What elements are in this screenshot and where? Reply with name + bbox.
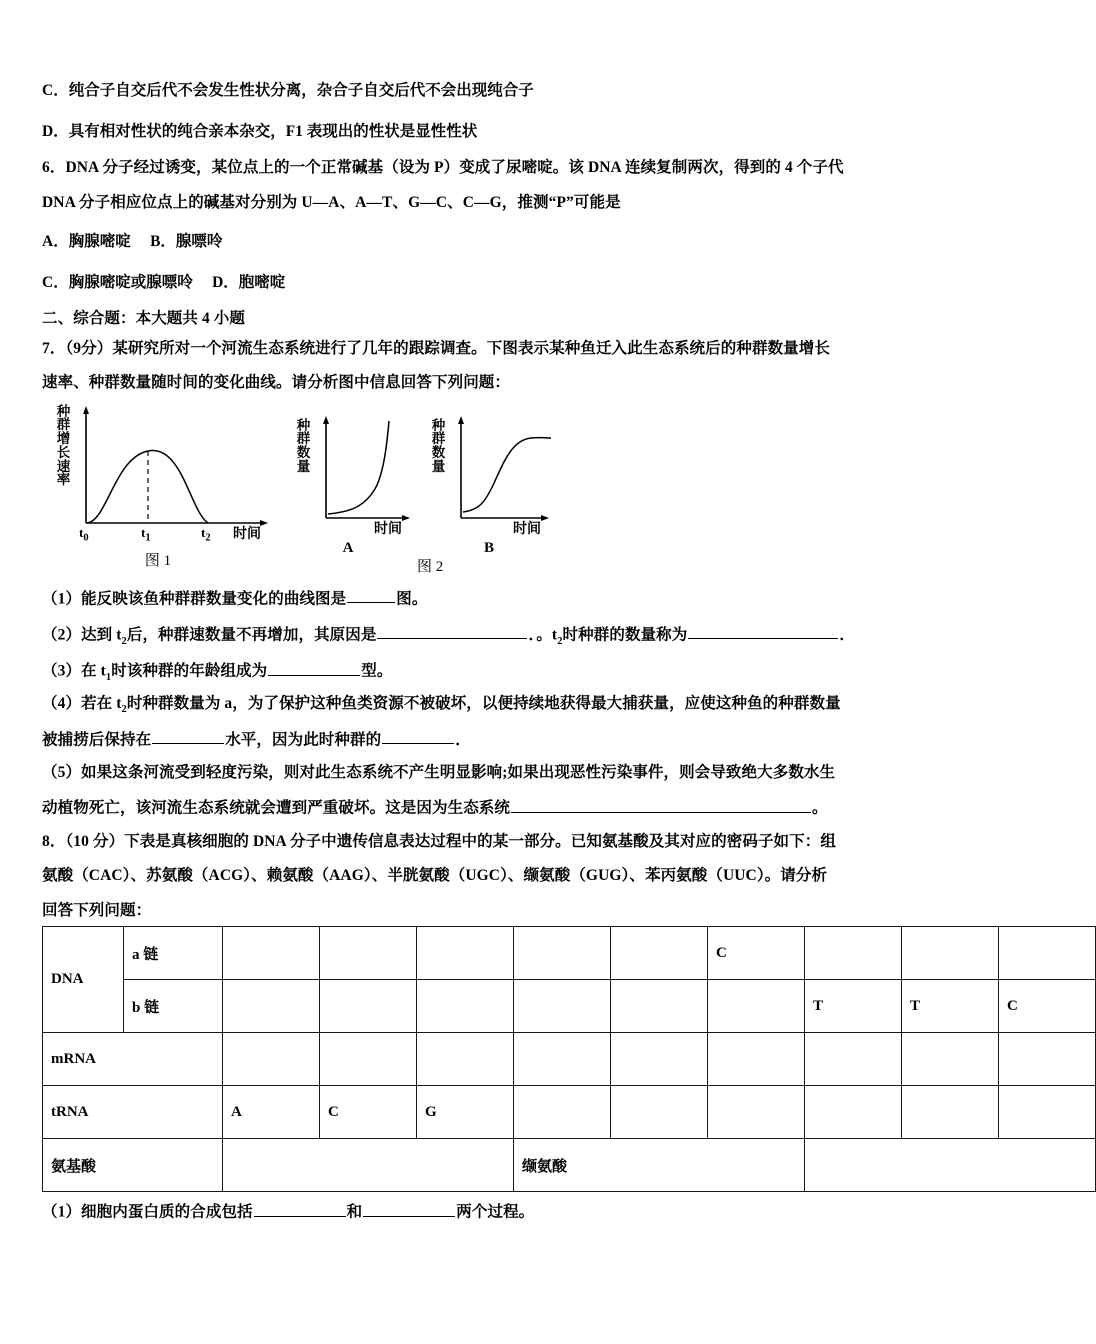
- q7-sub3-subscript: 1: [105, 671, 112, 683]
- question-7-sub-5-line-1: （5）如果这条河流受到轻度污染，则对此生态系统不产生明显影响;如果出现恶性污染事件，则会导致绝大多数水生: [42, 763, 836, 781]
- figure-2-panel-a-plot: [292, 415, 432, 535]
- cell-trna-2[interactable]: C: [320, 1086, 417, 1139]
- q7-sub2-subscript-2: 2: [557, 635, 563, 647]
- q7-sub2-blank-1[interactable]: [377, 624, 527, 640]
- cell-trna-5[interactable]: [611, 1086, 708, 1139]
- cell-a-chain-6[interactable]: C: [708, 927, 805, 980]
- question-6-options-ab: A．胸腺嘧啶 B．腺嘌呤: [42, 233, 223, 250]
- q8-sub1-blank-1[interactable]: [254, 1201, 346, 1217]
- figure-2-panel-b-y-axis-label: 种群数量: [431, 417, 446, 474]
- q7-sub3-text-b: 时该种群的年龄组成为: [111, 662, 268, 680]
- choice-c-previous: C．纯合子自交后代不会发生性状分离，杂合子自交后代不会出现纯合子: [42, 82, 534, 99]
- q8-sub1-text-a: （1）细胞内蛋白质的合成包括: [42, 1203, 253, 1221]
- cell-a-chain-3[interactable]: [417, 927, 514, 980]
- cell-a-chain-9[interactable]: [999, 927, 1096, 980]
- q7-sub1-blank-1[interactable]: [347, 588, 395, 604]
- figure-1-tick-t1: $t_1$: [141, 524, 151, 544]
- question-8-line-2: 氨酸（CAC）、苏氨酸（ACG）、赖氨酸（AAG）、半胱氨酸（UGC）、缬氨酸（GUG）、苯丙氨酸（UUC）。请分析: [42, 867, 828, 885]
- cell-mrna-3[interactable]: [417, 1033, 514, 1086]
- cell-a-chain-4[interactable]: [514, 927, 611, 980]
- question-7-sub-5-line-2: [42, 797, 914, 816]
- table-row-dna-b-chain: [43, 980, 1096, 1033]
- figure-2-panel-a-x-axis-label: 时间: [374, 521, 402, 537]
- q7-sub4-blank-1[interactable]: [152, 729, 224, 745]
- cell-b-chain-7[interactable]: T: [805, 980, 902, 1033]
- q7-sub4-text-a: （4）若在 t: [42, 695, 122, 713]
- cell-mrna-2[interactable]: [320, 1033, 417, 1086]
- q7-sub4-text-c: 被捕捞后保持在: [42, 731, 152, 749]
- figure-1-tick-t2: $t_2$: [201, 524, 211, 544]
- table-row-mrna: [43, 1033, 1096, 1086]
- cell-trna-1[interactable]: A: [223, 1086, 320, 1139]
- cell-b-chain-label: b 链: [124, 980, 223, 1033]
- q7-sub4-text-d: 水平，因为此时种群的: [225, 731, 382, 749]
- figure-2-panel-b-plot: [427, 415, 577, 535]
- figure-2-panel-a-y-axis-label: 种群数量: [296, 417, 311, 474]
- section-2-header: 二、综合题：本大题共 4 小题: [42, 310, 246, 327]
- table-row-dna-a-chain: [43, 927, 1096, 980]
- question-7-sub-4-line-1: [42, 695, 914, 716]
- q8-sub1-text-b: 和: [346, 1203, 363, 1221]
- cell-trna-4[interactable]: [514, 1086, 611, 1139]
- cell-mrna-5[interactable]: [611, 1033, 708, 1086]
- choice-d-previous: D．具有相对性状的纯合亲本杂交，F1 表现出的性状是显性性状: [42, 123, 478, 140]
- figure-2-panel-a: [292, 415, 432, 557]
- cell-a-chain-5[interactable]: [611, 927, 708, 980]
- question-8-line-1: 8．（10 分）下表是真核细胞的 DNA 分子中遗传信息表达过程中的某一部分。已知氨基酸及其对应的密码子如下：组: [42, 832, 836, 850]
- q8-sub1-text-c: 两个过程。: [456, 1203, 535, 1221]
- cell-trna-8[interactable]: [902, 1086, 999, 1139]
- cell-amino-acid-1[interactable]: [223, 1139, 514, 1192]
- q7-sub2-text-c: ．。t: [528, 626, 558, 644]
- figures-container: [42, 403, 914, 578]
- figure-2-panel-b-x-axis-label: 时间: [513, 521, 541, 537]
- cell-amino-acid-2[interactable]: 缬氨酸: [514, 1139, 805, 1192]
- q7-sub4-blank-2[interactable]: [382, 729, 454, 745]
- cell-trna-3[interactable]: G: [417, 1086, 514, 1139]
- cell-b-chain-9[interactable]: C: [999, 980, 1096, 1033]
- cell-mrna-8[interactable]: [902, 1033, 999, 1086]
- figure-2-panel-b-label: B: [483, 539, 494, 556]
- question-6-line-2: DNA 分子相应位点上的碱基对分别为 U—A、A—T、G—C、C—G，推测“P”可能是: [42, 193, 621, 211]
- cell-b-chain-6[interactable]: [708, 980, 805, 1033]
- q7-sub5-text-b: 动植物死亡，该河流生态系统就会遭到严重破坏。这是因为生态系统: [42, 800, 511, 818]
- cell-mrna-1[interactable]: [223, 1033, 320, 1086]
- cell-mrna-6[interactable]: [708, 1033, 805, 1086]
- cell-a-chain-2[interactable]: [320, 927, 417, 980]
- q8-sub1-blank-2[interactable]: [363, 1201, 455, 1217]
- cell-a-chain-1[interactable]: [223, 927, 320, 980]
- cell-trna-9[interactable]: [999, 1086, 1096, 1139]
- figure-1-x-axis-label: 时间: [233, 526, 261, 542]
- page-content: [42, 78, 1018, 1239]
- figure-2-panel-b: [427, 415, 577, 557]
- cell-trna-label: tRNA: [43, 1086, 223, 1139]
- question-7-sub-2: [42, 624, 914, 647]
- cell-amino-acid-3[interactable]: [805, 1139, 1096, 1192]
- figure-2-caption: 图 2: [417, 558, 444, 575]
- cell-b-chain-1[interactable]: [223, 980, 320, 1033]
- cell-b-chain-8[interactable]: T: [902, 980, 999, 1033]
- dna-expression-table: [42, 926, 1096, 1192]
- cell-a-chain-7[interactable]: [805, 927, 902, 980]
- q7-sub3-blank-1[interactable]: [268, 660, 360, 676]
- question-7-sub-1: [42, 588, 914, 607]
- q7-sub4-subscript: 2: [121, 704, 127, 716]
- q7-sub5-text-c: 。: [812, 800, 828, 818]
- question-7-sub-4-line-2: [42, 729, 914, 748]
- figure-2-panel-a-label: A: [342, 539, 354, 556]
- q7-sub2-text-d: 时种群的数量称为: [562, 626, 688, 644]
- q7-sub2-blank-2[interactable]: [688, 624, 838, 640]
- figure-1-caption: 图 1: [144, 552, 172, 569]
- q7-sub2-subscript-1: 2: [121, 635, 127, 647]
- q7-sub1-text-b: 图。: [396, 590, 428, 608]
- cell-amino-acid-label: 氨基酸: [43, 1139, 223, 1192]
- question-7-line-1: 7．（9分）某研究所对一个河流生态系统进行了几年的跟踪调查。下图表示某种鱼迁入此生态系统后的种群数量增长: [42, 339, 830, 357]
- cell-mrna-label: mRNA: [43, 1033, 223, 1086]
- cell-trna-6[interactable]: [708, 1086, 805, 1139]
- cell-b-chain-2[interactable]: [320, 980, 417, 1033]
- table-row-trna: [43, 1086, 1096, 1139]
- question-8-line-3: 回答下列问题：: [42, 901, 152, 919]
- q7-sub1-text-a: （1）能反映该鱼种群群数量变化的曲线图是: [42, 590, 347, 608]
- q7-sub2-text-b: 后，种群速数量不再增加，其原因是: [126, 626, 377, 644]
- question-7-sub-3: [42, 660, 914, 683]
- table-row-amino-acid: [43, 1139, 1096, 1192]
- cell-a-chain-8[interactable]: [902, 927, 999, 980]
- cell-b-chain-5[interactable]: [611, 980, 708, 1033]
- q7-sub3-text-c: 型。: [361, 662, 393, 680]
- question-6-line-1: 6．DNA 分子经过诱变，某位点上的一个正常碱基（设为 P）变成了尿嘧啶。该 DNA 连续复制两次，得到的 4 个子代: [42, 159, 844, 176]
- q7-sub4-text-e: ．: [455, 731, 471, 749]
- cell-mrna-9[interactable]: [999, 1033, 1096, 1086]
- cell-trna-7[interactable]: [805, 1086, 902, 1139]
- q7-sub3-text-a: （3）在 t: [42, 662, 106, 680]
- cell-dna-label: DNA: [43, 927, 124, 1033]
- cell-b-chain-3[interactable]: [417, 980, 514, 1033]
- q7-sub4-text-b: 时种群数量为 a，为了保护这种鱼类资源不被破坏，以便持续地获得最大捕获量，应使这种鱼的种群数量: [126, 695, 841, 713]
- figure-1-plot: [52, 403, 302, 543]
- cell-mrna-7[interactable]: [805, 1033, 902, 1086]
- question-8-sub-1: [42, 1201, 914, 1220]
- q7-sub5-blank-1[interactable]: [511, 797, 811, 813]
- figure-1-tick-t0: $t_0$: [79, 524, 89, 544]
- cell-a-chain-label: a 链: [124, 927, 223, 980]
- figure-1-y-axis-label: 种群增长速率: [56, 403, 71, 488]
- q7-sub2-text-e: ．: [839, 626, 855, 644]
- question-7-line-2: 速率、种群数量随时间的变化曲线。请分析图中信息回答下列问题：: [42, 374, 511, 391]
- cell-mrna-4[interactable]: [514, 1033, 611, 1086]
- q7-sub2-text-a: （2）达到 t: [42, 626, 122, 644]
- question-6-options-cd: C．胸腺嘧啶或腺嘌呤 D．胞嘧啶: [42, 274, 286, 291]
- cell-b-chain-4[interactable]: [514, 980, 611, 1033]
